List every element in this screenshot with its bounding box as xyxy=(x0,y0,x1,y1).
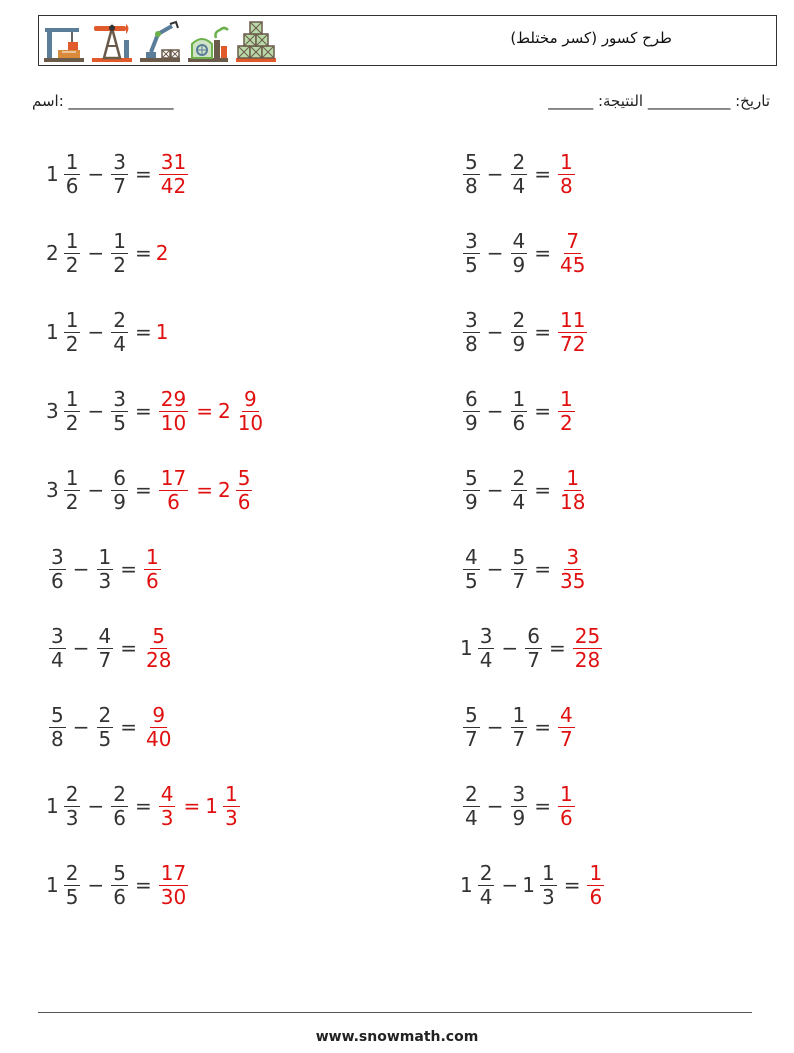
subtrahend-numerator: 5 xyxy=(113,861,126,886)
subtrahend-numerator: 1 xyxy=(512,387,526,412)
answer-numerator: 11 xyxy=(560,308,586,333)
answer-numerator: 31 xyxy=(160,150,187,175)
minuend-fraction xyxy=(64,230,81,276)
answer xyxy=(156,320,171,344)
answer-numerator: 25 xyxy=(574,624,601,649)
problem-item xyxy=(46,379,268,443)
equals-sign: = xyxy=(196,399,213,423)
minuend-denominator: 8 xyxy=(465,331,478,356)
minuend-fraction xyxy=(463,230,480,276)
cargo-crates-icon xyxy=(234,18,278,64)
minuend-numerator: 5 xyxy=(465,150,478,175)
answer xyxy=(156,862,191,908)
subtrahend-denominator: 9 xyxy=(113,489,126,514)
minuend-numerator: 3 xyxy=(51,545,64,570)
subtrahend-denominator: 9 xyxy=(512,805,526,830)
minuend-numerator: 1 xyxy=(65,387,79,412)
answer-fraction xyxy=(159,783,176,829)
answer-fraction xyxy=(236,388,265,434)
problem-item xyxy=(460,458,590,522)
minuend-denominator: 2 xyxy=(65,489,79,514)
minuend-numerator: 5 xyxy=(465,703,478,728)
equals-sign: = xyxy=(534,478,551,502)
answer-fraction xyxy=(558,230,587,276)
subtrahend-fraction xyxy=(97,704,114,750)
equals-sign: = xyxy=(534,241,551,265)
answer-fraction xyxy=(159,862,188,908)
minuend-numerator: 4 xyxy=(465,545,478,570)
robot-arm-icon xyxy=(138,18,182,64)
subtrahend-denominator: 6 xyxy=(113,805,126,830)
problem-item xyxy=(46,695,176,759)
answer xyxy=(555,151,578,197)
equals-sign: = xyxy=(134,478,152,502)
answer-fraction xyxy=(159,467,188,513)
answer-denominator: 8 xyxy=(560,173,573,198)
footer-url: www.snowmath.com xyxy=(315,1029,479,1045)
minuend-whole: 1 xyxy=(46,873,59,897)
subtrahend-fraction xyxy=(540,862,557,908)
subtrahend-numerator: 5 xyxy=(512,545,526,570)
minuend-fraction xyxy=(64,388,81,434)
worksheet-header xyxy=(38,15,777,66)
answer-denominator: 6 xyxy=(167,489,180,514)
minuend-numerator: 1 xyxy=(65,150,79,175)
subtrahend-numerator: 1 xyxy=(98,545,112,570)
equals-sign: = xyxy=(120,715,137,739)
answer-fraction xyxy=(558,151,575,197)
minuend-denominator: 6 xyxy=(51,568,64,593)
subtrahend-fraction xyxy=(111,388,128,434)
crane-icon xyxy=(42,18,86,64)
minus-sign: − xyxy=(486,557,504,581)
problem-item xyxy=(460,774,578,838)
answer-numerator: 1 xyxy=(146,545,159,570)
subtrahend-denominator: 3 xyxy=(98,568,112,593)
minus-sign: − xyxy=(486,241,504,265)
factory-icon xyxy=(186,18,230,64)
minuend-numerator: 2 xyxy=(479,861,493,886)
minus-sign: − xyxy=(486,399,504,423)
answer-denominator: 6 xyxy=(589,884,603,909)
minuend-numerator: 3 xyxy=(465,229,478,254)
footer-divider xyxy=(38,1012,752,1013)
subtrahend-fraction xyxy=(511,388,528,434)
minuend-fraction xyxy=(49,546,66,592)
subtrahend-denominator: 3 xyxy=(541,884,555,909)
answer-fraction xyxy=(558,467,587,513)
subtrahend-fraction xyxy=(111,467,128,513)
answer-numerator: 9 xyxy=(152,703,166,728)
answer-numerator: 3 xyxy=(566,545,580,570)
subtrahend-numerator: 3 xyxy=(512,782,526,807)
oil-pump-icon xyxy=(90,18,134,64)
subtrahend-fraction xyxy=(111,230,128,276)
equals-sign: = xyxy=(534,320,551,344)
minuend-denominator: 4 xyxy=(465,805,478,830)
equals-sign: = xyxy=(134,241,152,265)
minuend-denominator: 9 xyxy=(465,410,478,435)
minuend-denominator: 5 xyxy=(465,252,478,277)
answer-whole: 2 xyxy=(217,478,231,502)
answer-denominator: 3 xyxy=(160,805,174,830)
subtrahend-numerator: 4 xyxy=(98,624,112,649)
minuend-numerator: 1 xyxy=(65,466,79,491)
equals-sign: = xyxy=(534,162,551,186)
subtrahend-fraction xyxy=(511,230,528,276)
answer-denominator: 3 xyxy=(224,805,238,830)
answer-denominator: 10 xyxy=(160,410,187,435)
subtrahend-fraction xyxy=(111,783,128,829)
minuend-numerator: 1 xyxy=(65,229,79,254)
answer xyxy=(156,241,171,265)
subtrahend-numerator: 2 xyxy=(98,703,112,728)
equals-sign: = xyxy=(134,873,152,897)
problem-item xyxy=(46,616,176,680)
answer-fraction xyxy=(144,625,173,671)
minuend-numerator: 3 xyxy=(51,624,64,649)
answer-fraction xyxy=(223,783,240,829)
subtrahend-whole: 1 xyxy=(522,873,535,897)
minuend-denominator: 5 xyxy=(65,884,79,909)
subtrahend-denominator: 7 xyxy=(512,726,526,751)
minuend-numerator: 5 xyxy=(465,466,478,491)
minuend-numerator: 2 xyxy=(65,861,79,886)
minus-sign: − xyxy=(87,320,105,344)
answer-numerator: 4 xyxy=(160,782,174,807)
minuend-denominator: 2 xyxy=(65,331,79,356)
problem-item xyxy=(460,221,590,285)
answer-fraction xyxy=(558,309,587,355)
answer-denominator: 6 xyxy=(146,568,159,593)
problem-item xyxy=(46,537,164,601)
equals-sign: = xyxy=(134,162,152,186)
subtrahend-numerator: 3 xyxy=(113,387,126,412)
equals-sign: = xyxy=(134,320,152,344)
subtrahend-fraction xyxy=(511,151,528,197)
answer xyxy=(584,862,607,908)
minuend-whole: 2 xyxy=(46,241,59,265)
minuend-numerator: 3 xyxy=(465,308,478,333)
minuend-fraction xyxy=(64,467,81,513)
answer-fraction xyxy=(236,467,253,513)
subtrahend-denominator: 4 xyxy=(512,489,526,514)
answer-numerator: 5 xyxy=(152,624,166,649)
subtrahend-denominator: 4 xyxy=(113,331,126,356)
subtrahend-numerator: 3 xyxy=(113,150,126,175)
answer-numerator: 1 xyxy=(560,150,573,175)
subtrahend-numerator: 2 xyxy=(113,782,126,807)
answer-fraction xyxy=(558,704,575,750)
minus-sign: − xyxy=(486,478,504,502)
answer xyxy=(156,783,243,829)
answer xyxy=(555,388,578,434)
answer xyxy=(141,625,176,671)
problem-item xyxy=(46,774,243,838)
minuend-fraction xyxy=(49,704,66,750)
minuend-denominator: 7 xyxy=(465,726,478,751)
minuend-denominator: 8 xyxy=(51,726,64,751)
subtrahend-numerator: 1 xyxy=(512,703,526,728)
problem-item xyxy=(460,616,605,680)
answer xyxy=(570,625,605,671)
minuend-denominator: 6 xyxy=(65,173,79,198)
equals-sign: = xyxy=(134,794,152,818)
subtrahend-fraction xyxy=(511,783,528,829)
minus-sign: − xyxy=(87,162,105,186)
problem-item xyxy=(46,221,170,285)
answer-denominator: 40 xyxy=(146,726,172,751)
equals-sign: = xyxy=(534,399,551,423)
minuend-denominator: 5 xyxy=(465,568,478,593)
minuend-fraction xyxy=(463,151,480,197)
subtrahend-numerator: 2 xyxy=(113,308,126,333)
minuend-denominator: 8 xyxy=(465,173,478,198)
answer-fraction xyxy=(573,625,602,671)
answer-fraction xyxy=(144,546,161,592)
answer-fraction xyxy=(144,704,173,750)
answer-numerator: 17 xyxy=(160,861,187,886)
problem-item xyxy=(460,300,590,364)
problem-item xyxy=(460,695,578,759)
answer-numerator: 5 xyxy=(237,466,251,491)
minuend-fraction xyxy=(49,625,66,671)
answer-numerator: 4 xyxy=(560,703,573,728)
problem-item xyxy=(46,458,255,522)
answer-numerator: 1 xyxy=(560,387,573,412)
answer xyxy=(141,546,164,592)
answer-numerator: 9 xyxy=(244,387,257,412)
subtrahend-denominator: 4 xyxy=(512,173,526,198)
minuend-fraction xyxy=(64,862,81,908)
equals-sign: = xyxy=(183,794,201,818)
minus-sign: − xyxy=(87,478,105,502)
answer-fraction xyxy=(558,388,575,434)
answer-fraction xyxy=(159,388,188,434)
subtrahend-fraction xyxy=(525,625,542,671)
minuend-numerator: 3 xyxy=(479,624,493,649)
minus-sign: − xyxy=(87,794,105,818)
subtrahend-numerator: 6 xyxy=(113,466,126,491)
subtrahend-denominator: 7 xyxy=(113,173,126,198)
minuend-fraction xyxy=(478,625,495,671)
equals-sign: = xyxy=(534,794,551,818)
answer-denominator: 45 xyxy=(560,252,586,277)
answer-numerator: 29 xyxy=(160,387,187,412)
subtrahend-numerator: 1 xyxy=(541,861,555,886)
subtrahend-fraction xyxy=(97,625,114,671)
subtrahend-fraction xyxy=(511,704,528,750)
subtrahend-fraction xyxy=(111,309,128,355)
answer-denominator: 6 xyxy=(237,489,251,514)
subtrahend-numerator: 2 xyxy=(512,150,526,175)
problem-item xyxy=(46,300,170,364)
minuend-fraction xyxy=(463,783,480,829)
problem-item xyxy=(460,142,578,206)
subtrahend-denominator: 9 xyxy=(512,252,526,277)
minus-sign: − xyxy=(486,794,504,818)
equals-sign: = xyxy=(120,557,137,581)
minus-sign: − xyxy=(87,399,105,423)
answer-denominator: 10 xyxy=(237,410,264,435)
equals-sign: = xyxy=(120,636,137,660)
answer-denominator: 35 xyxy=(560,568,586,593)
answer-whole: 1 xyxy=(155,320,169,344)
answer xyxy=(555,309,590,355)
problem-item xyxy=(460,853,607,917)
minuend-whole: 3 xyxy=(46,478,59,502)
equals-sign: = xyxy=(534,557,551,581)
answer-fraction xyxy=(159,151,188,197)
minuend-numerator: 5 xyxy=(51,703,64,728)
answer-whole: 2 xyxy=(155,241,169,265)
minuend-fraction xyxy=(64,309,81,355)
answer-fraction xyxy=(558,546,587,592)
subtrahend-denominator: 5 xyxy=(113,410,126,435)
minus-sign: − xyxy=(87,873,105,897)
equals-sign: = xyxy=(134,399,152,423)
subtrahend-denominator: 5 xyxy=(98,726,112,751)
answer-numerator: 1 xyxy=(560,782,573,807)
equals-sign: = xyxy=(534,715,551,739)
subtrahend-fraction xyxy=(511,309,528,355)
answer-denominator: 28 xyxy=(574,647,601,672)
date-score-line: ______ :تاریخ: ___________ النتيجة xyxy=(548,92,770,110)
minuend-whole: 1 xyxy=(46,794,59,818)
minuend-fraction xyxy=(463,546,480,592)
minuend-whole: 3 xyxy=(46,399,59,423)
subtrahend-denominator: 7 xyxy=(512,568,526,593)
subtrahend-numerator: 6 xyxy=(527,624,540,649)
minuend-whole: 1 xyxy=(460,873,473,897)
minuend-fraction xyxy=(463,704,480,750)
minuend-fraction xyxy=(463,309,480,355)
minuend-denominator: 2 xyxy=(65,252,79,277)
minuend-fraction xyxy=(64,783,81,829)
minus-sign: − xyxy=(501,636,519,660)
minuend-numerator: 1 xyxy=(65,308,79,333)
answer xyxy=(156,151,191,197)
subtrahend-numerator: 2 xyxy=(512,466,526,491)
minuend-numerator: 2 xyxy=(65,782,79,807)
answer-denominator: 18 xyxy=(560,489,586,514)
minuend-fraction xyxy=(463,388,480,434)
subtrahend-fraction xyxy=(511,467,528,513)
problem-item xyxy=(460,537,590,601)
answer-denominator: 30 xyxy=(160,884,187,909)
subtrahend-numerator: 4 xyxy=(512,229,526,254)
subtrahend-fraction xyxy=(111,151,128,197)
header-icons xyxy=(42,18,278,64)
answer-numerator: 7 xyxy=(566,229,580,254)
subtrahend-denominator: 2 xyxy=(113,252,126,277)
answer-fraction xyxy=(587,862,604,908)
subtrahend-denominator: 6 xyxy=(512,410,526,435)
subtrahend-fraction xyxy=(97,546,114,592)
minuend-whole: 1 xyxy=(46,162,59,186)
answer-denominator: 2 xyxy=(560,410,573,435)
subtrahend-numerator: 1 xyxy=(113,229,126,254)
subtrahend-denominator: 6 xyxy=(113,884,126,909)
answer-denominator: 6 xyxy=(560,805,573,830)
answer xyxy=(156,467,256,513)
subtrahend-denominator: 7 xyxy=(527,647,540,672)
answer xyxy=(555,783,578,829)
answer-numerator: 1 xyxy=(566,466,580,491)
name-field-line: اسم: ______________ xyxy=(32,92,174,110)
equals-sign: = xyxy=(548,636,566,660)
answer-numerator: 1 xyxy=(224,782,238,807)
answer xyxy=(156,388,268,434)
answer-fraction xyxy=(558,783,575,829)
equals-sign: = xyxy=(196,478,213,502)
minus-sign: − xyxy=(87,241,105,265)
answer xyxy=(555,467,590,513)
minus-sign: − xyxy=(486,715,504,739)
minuend-fraction xyxy=(64,151,81,197)
minuend-denominator: 9 xyxy=(465,489,478,514)
minuend-denominator: 4 xyxy=(51,647,64,672)
answer-denominator: 42 xyxy=(160,173,187,198)
answer-denominator: 72 xyxy=(560,331,586,356)
answer-denominator: 7 xyxy=(560,726,573,751)
subtrahend-fraction xyxy=(111,862,128,908)
subtrahend-numerator: 2 xyxy=(512,308,526,333)
answer-numerator: 1 xyxy=(589,861,603,886)
problem-item xyxy=(46,853,191,917)
minus-sign: − xyxy=(486,320,504,344)
answer xyxy=(555,704,578,750)
answer-numerator: 17 xyxy=(160,466,187,491)
minuend-fraction xyxy=(463,467,480,513)
minuend-denominator: 2 xyxy=(65,410,79,435)
minus-sign: − xyxy=(72,636,90,660)
answer-denominator: 28 xyxy=(146,647,172,672)
answer-whole: 2 xyxy=(217,399,231,423)
subtrahend-denominator: 9 xyxy=(512,331,526,356)
minuend-numerator: 6 xyxy=(465,387,478,412)
answer xyxy=(555,546,590,592)
minuend-whole: 1 xyxy=(460,636,473,660)
minuend-denominator: 3 xyxy=(65,805,79,830)
subtrahend-fraction xyxy=(511,546,528,592)
answer xyxy=(141,704,176,750)
minuend-whole: 1 xyxy=(46,320,59,344)
minus-sign: − xyxy=(501,873,519,897)
minuend-numerator: 2 xyxy=(465,782,478,807)
minus-sign: − xyxy=(486,162,504,186)
problem-item xyxy=(46,142,191,206)
minuend-denominator: 4 xyxy=(479,647,493,672)
problem-item xyxy=(460,379,578,443)
equals-sign: = xyxy=(563,873,581,897)
answer xyxy=(555,230,590,276)
minuend-fraction xyxy=(478,862,495,908)
subtrahend-denominator: 7 xyxy=(98,647,112,672)
worksheet-title: طرح کسور (کسر مختلط) xyxy=(510,29,672,47)
minus-sign: − xyxy=(72,715,90,739)
minus-sign: − xyxy=(72,557,90,581)
answer-whole: 1 xyxy=(205,794,218,818)
minuend-denominator: 4 xyxy=(479,884,493,909)
